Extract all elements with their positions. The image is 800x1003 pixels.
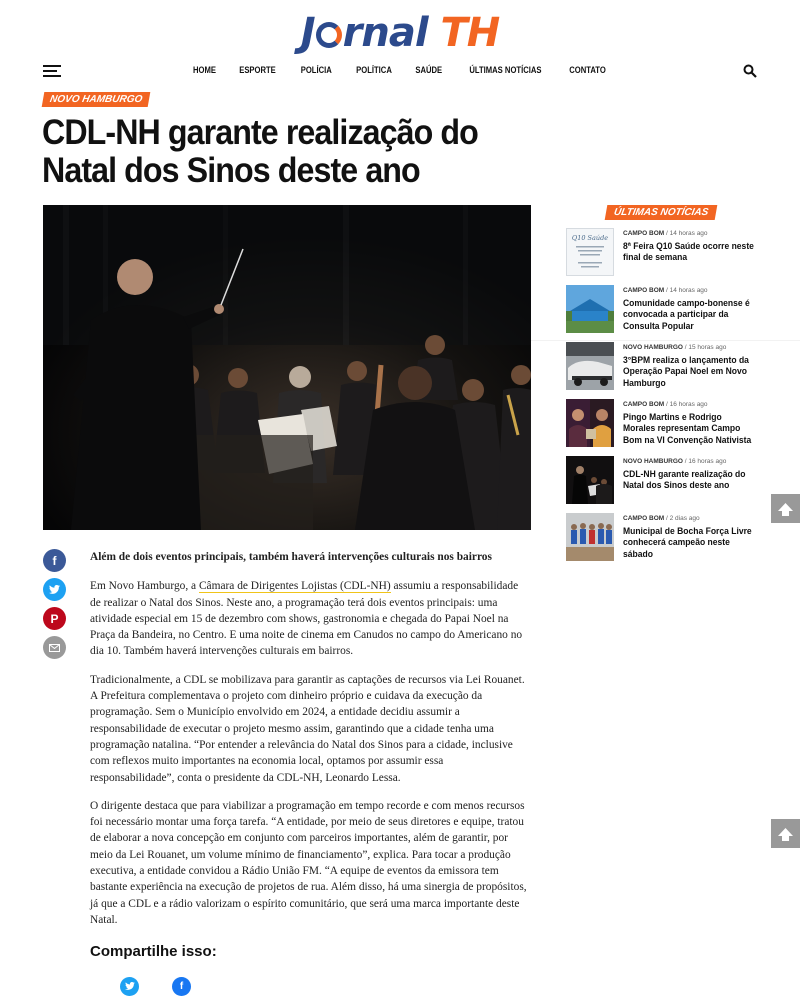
news-category[interactable]: CAMPO BOM [623, 230, 665, 237]
news-title[interactable]: 3°BPM realiza o lançamento da Operação Papai Noel em Novo Hamburgo [623, 355, 749, 388]
nav-ultimas-noticias[interactable]: ÚLTIMAS NOTÍCIAS [469, 65, 542, 75]
news-item[interactable]: NOVO HAMBURGO / 15 horas ago 3°BPM realiza o lançamento da Operação Papai Noel em Novo Hamburgo [566, 342, 766, 399]
news-category[interactable]: CAMPO BOM [623, 401, 665, 408]
arrow-up-icon [771, 494, 800, 523]
news-item[interactable]: CAMPO BOM / 14 horas ago Comunidade campo-bonense é convocada a participar da Consulta Popular [566, 285, 766, 342]
twitter-icon[interactable] [43, 578, 66, 601]
category-tag[interactable]: NOVO HAMBURGO [42, 92, 151, 107]
paragraph-1: Em Novo Hamburgo, a Câmara de Dirigentes Lojistas (CDL-NH) assumiu a responsabilidade de realizar o Natal dos Sinos. Neste ano, a programação terá dois eventos principais: uma atividade especial em 15 de dezembro com shows, gastronomia e chegada do Papai Noel na Praça da Bandeira, no Centro. E uma noite de cinema em Canudos no campo do Americano no dia 10. Também haverá intervenções culturais em bairros. [90, 580, 523, 658]
news-time: 16 horas ago [688, 458, 727, 465]
share-bottom [120, 976, 224, 996]
news-time: 2 dias ago [669, 515, 700, 522]
news-time: 15 horas ago [688, 344, 727, 351]
news-category[interactable]: NOVO HAMBURGO [623, 344, 683, 351]
paragraph-3: O dirigente destaca que para viabilizar a programação em tempo recorde e com menos recursos foi necessário montar uma força tarefa. “A entidade, por meio de seus diretores e equipe, tratou de elaborar a nova concepção em conjunto com parceiros importantes, além de garantir, por meio da Lei Rouanet, um volume mínimo de financiamento”, explica. Para tocar a produção executiva, a entidade convidou a Rádio União FM. “A equipe de eventos da emissora tem bastante experiência na execução de projetos de rua. Além disso, há uma sinergia de propósitos, já que a CDL e a rádio valorizam o espírito comunitário, que será uma marca importante deste Natal. [90, 799, 527, 926]
main-navbar [0, 60, 800, 84]
facebook-icon[interactable]: f [43, 549, 66, 572]
nav-home[interactable]: HOME [192, 65, 216, 75]
share-title: Compartilhe isso: [90, 943, 217, 960]
news-time: 14 horas ago [669, 287, 708, 294]
nav-contato[interactable]: CONTATO [569, 65, 607, 75]
news-time: 16 horas ago [669, 401, 708, 408]
news-category[interactable]: CAMPO BOM [623, 515, 665, 522]
news-thumbnail [566, 228, 614, 276]
news-thumbnail [566, 342, 614, 390]
logo-o-icon [316, 22, 342, 48]
news-item[interactable]: CAMPO BOM / 2 dias ago Municipal de Bocha Força Livre conhecerá campeão neste sábado [566, 513, 766, 570]
news-thumbnail [566, 285, 614, 333]
site-logo[interactable]: J rnal TH [300, 10, 500, 56]
news-category[interactable]: CAMPO BOM [623, 287, 665, 294]
news-item[interactable]: NOVO HAMBURGO / 16 horas ago CDL-NH garante realização do Natal dos Sinos deste ano [566, 456, 766, 513]
cdl-nh-link[interactable]: Câmara de Dirigentes Lojistas (CDL-NH) [198, 580, 391, 593]
featured-image [43, 205, 531, 530]
latest-news-list [566, 228, 766, 570]
scroll-top-button[interactable] [771, 819, 800, 848]
news-title[interactable]: Pingo Martins e Rodrigo Morales representam Campo Bom na VI Convenção Nativista [623, 412, 752, 445]
nav-politica[interactable]: POLÍTICA [355, 65, 392, 75]
latest-news-tag: ÚLTIMAS NOTÍCIAS [605, 205, 718, 220]
news-time: 14 horas ago [669, 230, 708, 237]
email-icon[interactable] [43, 636, 66, 659]
news-category[interactable]: NOVO HAMBURGO [623, 458, 683, 465]
article-title: CDL-NH garante realização do Natal dos Sinos deste ano [42, 113, 478, 190]
news-item[interactable]: CAMPO BOM / 16 horas ago Pingo Martins e Rodrigo Morales representam Campo Bom na VI Convenção Nativista [566, 399, 766, 456]
nav-policia[interactable]: POLÍCIA [300, 65, 332, 75]
scroll-top-button[interactable] [771, 494, 800, 523]
news-title[interactable]: Municipal de Bocha Força Livre conhecerá campeão neste sábado [623, 526, 752, 559]
nav-saude[interactable]: SAÚDE [415, 65, 443, 75]
news-title[interactable]: Comunidade campo-bonense é convocada a participar da Consulta Popular [623, 298, 750, 331]
article-body [90, 549, 530, 940]
pinterest-icon[interactable]: P [43, 607, 66, 630]
news-title[interactable]: CDL-NH garante realização do Natal dos Sinos deste ano [623, 469, 746, 491]
news-thumbnail [566, 456, 614, 504]
news-thumbnail [566, 399, 614, 447]
news-title[interactable]: 8ª Feira Q10 Saúde ocorre neste final de semana [623, 241, 754, 263]
news-item[interactable]: Q10 Saúde CAMPO BOM / 14 horas ago 8ª Feira Q10 Saúde ocorre neste final de semana [566, 228, 766, 285]
nav-esporte[interactable]: ESPORTE [239, 65, 276, 75]
news-thumbnail [566, 513, 614, 561]
arrow-up-icon [771, 819, 800, 848]
search-icon[interactable] [743, 64, 757, 78]
twitter-icon[interactable] [120, 977, 139, 996]
article-lead: Além de dois eventos principais, também haverá intervenções culturais nos bairros [90, 551, 492, 563]
facebook-icon[interactable]: f [172, 977, 191, 996]
nav-links [0, 65, 800, 75]
paragraph-2: Tradicionalmente, a CDL se mobilizava para garantir as captações de recursos via Lei Rouanet. A Prefeitura complementava o projeto com dinheiro próprio e cuidava da execução da programação. Sem o Município envolvido em 2024, a entidade decidiu assumir a responsabilidade de executar o projeto mesmo assim, garantindo que a cidade tenha uma programação natalina. “Por entender a relevância do Natal dos Sinos para a cidade, inclusive com reflexos muito importantes na economia local, optamos por assumir essa responsabilidade”, conta o presidente da CDL-NH, Leonardo Lessa. [90, 673, 525, 784]
thumb-text: Q10 Saúde [571, 234, 609, 242]
share-sidebar [43, 549, 67, 665]
